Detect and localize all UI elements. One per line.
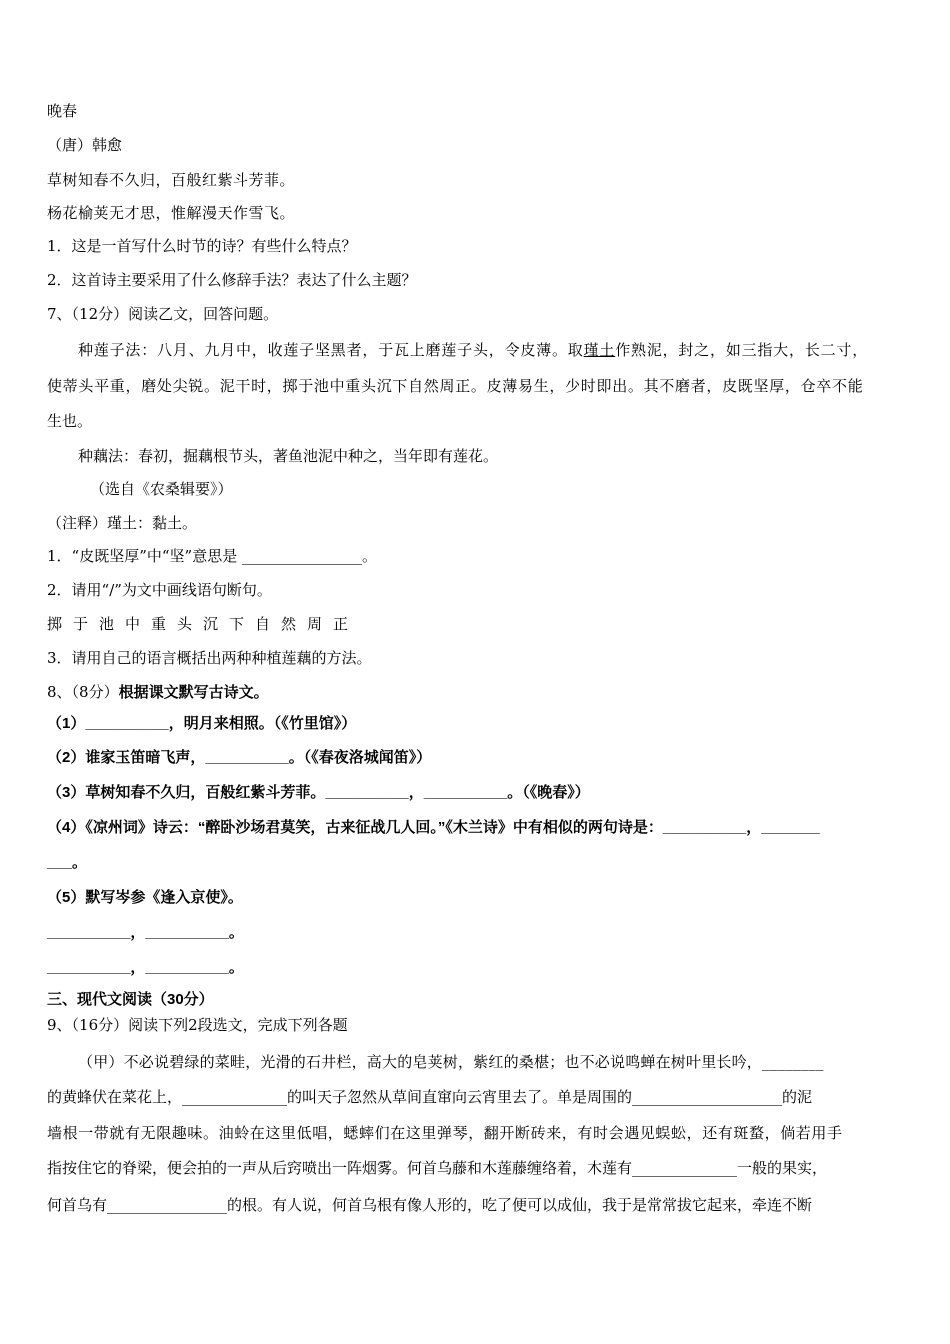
q7-passage-line-3: 生也。 [47, 412, 93, 430]
q7-heading: 7、（12分）阅读乙文，回答问题。 [47, 305, 279, 323]
q7-sub-question-2: 2．请用“/”为文中画线语句断句。 [47, 581, 272, 599]
poem-author: （唐）韩愈 [47, 136, 123, 154]
q8-item-4: （4）《凉州词》诗云：“醉卧沙场君莫笑，古来征战几人回。”《木兰诗》中有相似的两句诗是：__________，_______ [47, 819, 820, 836]
q9-passage-line-1: （甲）不必说碧绿的菜畦，光滑的石井栏，高大的皂荚树，紫红的桑椹；也不必说鸣蝉在树叶里长吟，________ [78, 1053, 824, 1071]
q7-passage-line-1 [78, 340, 868, 360]
poem-line-1: 草树知春不久归，百般红紫斗芳菲。 [47, 171, 296, 189]
poem-line-2: 杨花榆荚无才思，惟解漫天作雪飞。 [47, 204, 296, 222]
q8-item-3: （3）草树知春不久归，百般红紫斗芳菲。__________，__________。（《晚春》） [47, 784, 590, 801]
q8-instruction: 根据课文默写古诗文。 [118, 684, 269, 701]
q9-passage-line-5: 何首乌有________________的根。有人说，何首乌根有像人形的，吃了便可以成仙，我于是常常拔它起来，牵连不断 [47, 1196, 813, 1214]
underlined-word: 瑾土 [583, 341, 616, 359]
q7-passage-line-2: 使蒂头平重，磨处尖锐。泥干时，掷于池中重头沉下自然周正。皮薄易生，少时即出。其不磨者，皮既坚厚，仓卒不能 [47, 377, 864, 395]
q9-passage-line-2: 的黄蜂伏在菜花上，______________的叫天子忽然从草间直窜向云宵里去了。单是周围的____________________的泥 [47, 1088, 813, 1106]
q9-passage-line-3: 墙根一带就有无限趣味。油蛉在这里低唱，蟋蟀们在这里弹琴，翻开断砖来，有时会遇见蜈蚣，还有斑蝥，倘若用手 [47, 1124, 843, 1142]
q7-note: （注释）瑾土：黏土。 [47, 514, 198, 532]
q6-sub-question-2: 2．这首诗主要采用了什么修辞手法？表达了什么主题？ [47, 271, 417, 289]
q8-heading [47, 682, 269, 703]
poem-title: 晚春 [47, 102, 78, 120]
q8-item-5: （5）默写岑参《逢入京使》。 [47, 889, 243, 906]
q7-passage-text: 种莲子法：八月、九月中，收莲子坚黑者，于瓦上磨莲子头，令皮薄。取 [78, 341, 584, 359]
q6-sub-question-1: 1．这是一首写什么时节的诗？有些什么特点？ [47, 237, 357, 255]
q8-item-2: （2）谁家玉笛暗飞声，__________。（《春夜洛城闻笛》） [47, 749, 432, 766]
q7-sub-question-3: 3．请用自己的语言概括出两种种植莲藕的方法。 [47, 649, 372, 667]
q9-passage-line-4: 指按住它的脊梁，便会拍的一声从后窍喷出一阵烟雾。何首乌藤和木莲藤缠络着，木莲有______________一般的果实， [47, 1159, 828, 1177]
q9-heading: 9、（16分）阅读下列2段选文，完成下列各题 [47, 1016, 348, 1034]
q8-number: 8、（8分） [47, 683, 119, 701]
q7-source: （选自《农桑辑要》） [90, 480, 233, 498]
q8-blank-line-1: __________，__________。 [47, 924, 244, 941]
q8-blank-line-2: __________，__________。 [47, 959, 244, 976]
q7-sub-question-1: 1．“皮既坚厚”中“坚”意思是 ________________。 [47, 547, 377, 565]
q8-item-4-cont: ___。 [47, 854, 88, 871]
q8-item-1: （1）__________，明月来相照。（《竹里馆》） [47, 715, 357, 732]
q7-passage-line-4: 种藕法：春初，掘藕根节头，著鱼池泥中种之，当年即有莲花。 [78, 447, 499, 465]
q7-sentence-chars: 掷于池中重头沉下自然周正 [47, 615, 360, 633]
q7-passage-text: 作熟泥，封之，如三指大，长二寸， [615, 341, 869, 359]
section-3-title: 三、现代文阅读（30分） [47, 991, 214, 1008]
